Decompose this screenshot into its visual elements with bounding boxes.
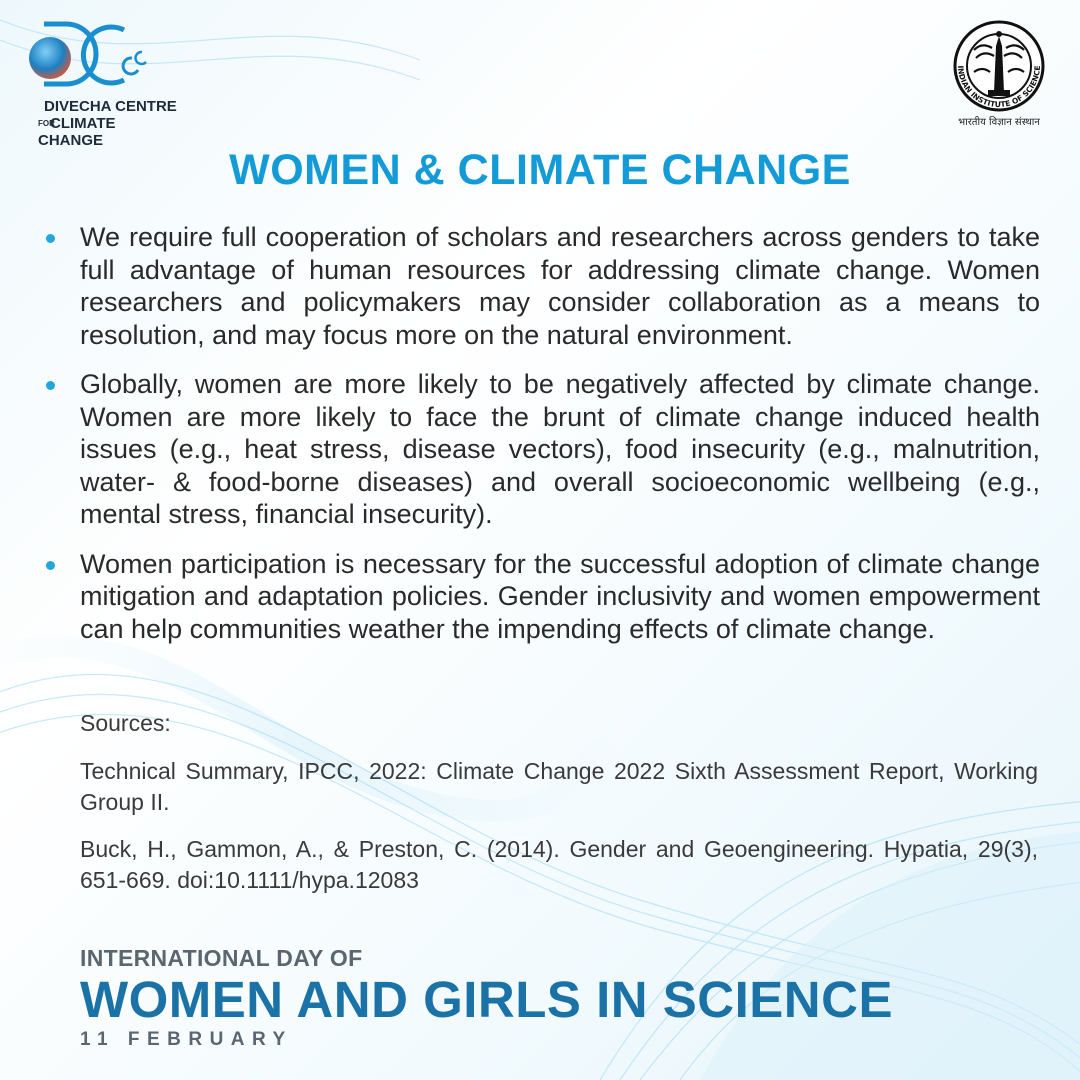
iisc-ring-text: INDIAN INSTITUTE OF SCIENCE bbox=[955, 65, 1043, 110]
iisc-caption: भारतीय विज्ञान संस्थान bbox=[958, 117, 1040, 128]
bullet-dot-icon bbox=[46, 234, 55, 243]
bullet-dot-icon bbox=[46, 381, 55, 390]
source-item: Buck, H., Gammon, A., & Preston, C. (2014). Gender and Geoengineering. Hypatia, 29(3), 651-669. doi:10.1111/hypa.12083 bbox=[80, 836, 1038, 893]
iisc-logo bbox=[944, 20, 1064, 132]
list-item bbox=[46, 221, 1040, 351]
page-title: WOMEN & CLIMATE CHANGE bbox=[229, 146, 851, 194]
sources-section bbox=[80, 708, 1038, 912]
dcc-line2: CLIMATE CHANGE bbox=[38, 115, 116, 149]
bullet-text: Women participation is necessary for the successful adoption of climate change mitigation and adaptation policies. Gender inclusivity and women empowerment can help communities weather the impending effects of climate change. bbox=[80, 548, 1040, 644]
source-item: Technical Summary, IPCC, 2022: Climate Change 2022 Sixth Assessment Report, Working Group II. bbox=[80, 758, 1038, 815]
footer-line2: WOMEN AND GIRLS IN SCIENCE bbox=[80, 971, 893, 1028]
bullet-text: We require full cooperation of scholars and researchers across genders to take full advantage of human resources for addressing climate change. Women researchers and policymakers may consider collaboration as a means to resolution, and may focus more on the natural environment. bbox=[80, 222, 1040, 350]
bullet-text: Globally, women are more likely to be negatively affected by climate change. Women are more likely to face the brunt of climate change induced health issues (e.g., heat stress, disease vectors), food insecurity (e.g., malnutrition, water- & food-borne diseases) and overall socioeconomic wellbeing (e.g., mental stress, financial insecurity). bbox=[80, 369, 1040, 529]
dcc-logo bbox=[26, 18, 177, 149]
bullet-dot-icon bbox=[46, 561, 55, 570]
list-item bbox=[46, 368, 1040, 531]
list-item bbox=[46, 548, 1040, 646]
dcc-line1: DIVECHA CENTRE bbox=[44, 98, 177, 115]
bullet-list bbox=[46, 221, 1040, 662]
sources-heading: Sources: bbox=[80, 710, 171, 736]
footer-date: 11 FEBRUARY bbox=[80, 1029, 293, 1050]
iisc-emblem-icon bbox=[944, 20, 1054, 112]
dcc-for: FOR bbox=[38, 119, 55, 129]
footer-line1: INTERNATIONAL DAY OF bbox=[80, 945, 363, 971]
dcc-wordmark bbox=[38, 98, 178, 149]
footer bbox=[80, 944, 893, 1052]
dcc-emblem-icon bbox=[26, 18, 156, 98]
